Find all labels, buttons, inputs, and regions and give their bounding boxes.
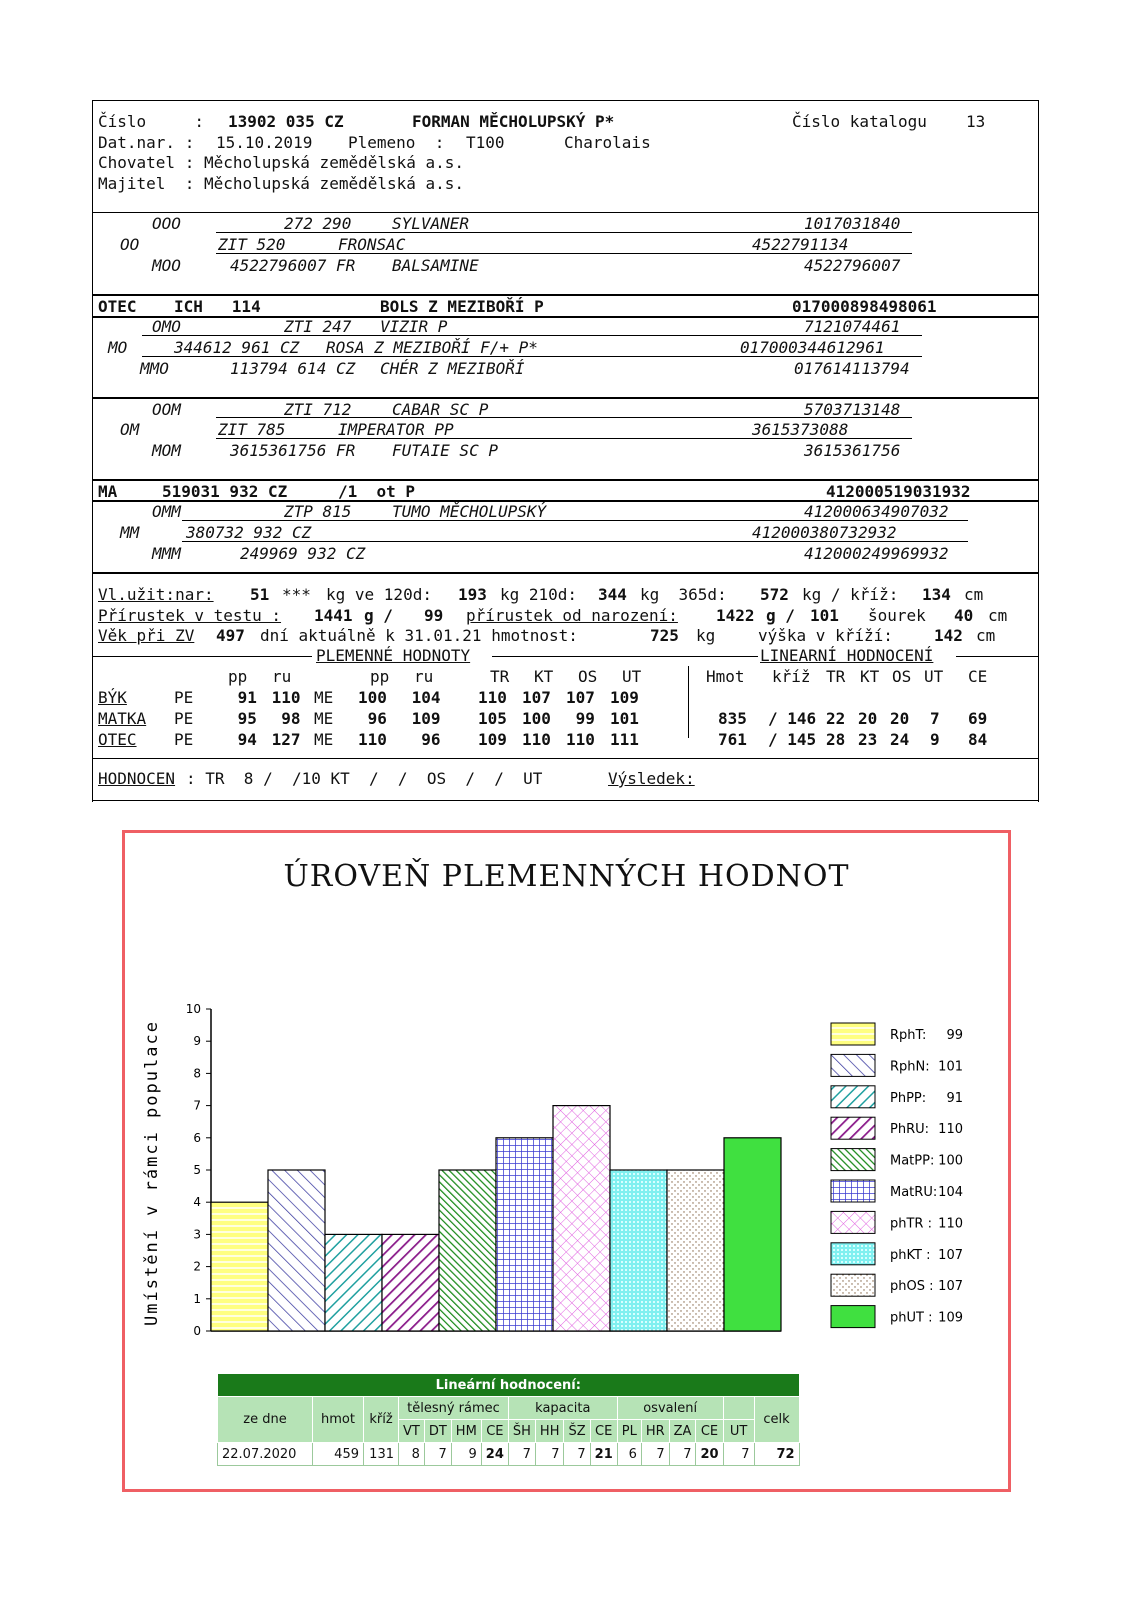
table-cell: 20 <box>696 1443 723 1466</box>
hmotnost-value: 725 <box>650 626 679 645</box>
kg-365-label: kg 365d: <box>640 585 727 604</box>
bv-pp: 91 <box>228 688 257 707</box>
underline <box>182 520 968 521</box>
bv-ru: 110 <box>262 688 301 707</box>
linear-title: LINEARNÍ HODNOCENÍ <box>760 646 934 665</box>
moo-reg: 4522796007 FR <box>230 256 356 275</box>
table-cell: 7 <box>641 1443 669 1466</box>
mm-code: MM <box>120 523 140 542</box>
th-sub: CE <box>696 1420 723 1443</box>
lin-col-os: OS <box>892 667 912 686</box>
sourek-value: 40 <box>954 606 974 625</box>
d210-value: 344 <box>598 585 627 604</box>
mmm-code: MMM <box>152 544 181 563</box>
chart-title: ÚROVEŇ PLEMENNÝCH HODNOT <box>283 859 850 894</box>
y-tick-label: 2 <box>193 1259 201 1274</box>
legend-value: 104 <box>938 1185 963 1200</box>
legend-label: RphN: <box>890 1059 930 1075</box>
legend-swatch <box>831 1086 875 1108</box>
omo-code: OMO <box>152 317 181 336</box>
section-line <box>692 656 758 657</box>
y-tick-label: 6 <box>193 1130 201 1145</box>
d365-value: 572 <box>760 585 789 604</box>
om-code: OM <box>120 420 140 439</box>
table-cell: 7 <box>669 1443 696 1466</box>
th-sub: ZA <box>669 1420 696 1443</box>
bv-me: ME <box>314 688 334 707</box>
bv-row-label: BÝK <box>98 688 127 707</box>
legend-value: 99 <box>946 1028 963 1043</box>
bar-matru <box>496 1138 553 1331</box>
bv-me: ME <box>314 709 334 728</box>
bv-lin-value: 20 <box>858 709 878 728</box>
om-name: IMPERATOR PP <box>338 420 454 439</box>
bv-tr: 109 <box>478 730 507 749</box>
hmotnost-unit: kg <box>696 626 716 645</box>
omo-id: 7121074461 <box>804 317 901 336</box>
legend-swatch <box>831 1274 875 1296</box>
table-cell: 7 <box>723 1443 754 1466</box>
oo-id: 4522791134 <box>752 235 849 254</box>
th-hmot: hmot <box>313 1397 364 1443</box>
sourek-label: šourek <box>868 606 926 625</box>
lin-col-kt: KT <box>860 667 880 686</box>
divider <box>92 397 1038 399</box>
legend-value: 100 <box>938 1153 963 1169</box>
otec-id: 017000898498061 <box>792 297 937 316</box>
legend-label: RphT: <box>890 1028 927 1043</box>
mom-code: MOM <box>152 441 181 460</box>
lin-col-ce: CE <box>968 667 988 686</box>
cislo-label: Číslo : <box>98 112 204 131</box>
bv-ru: 98 <box>262 709 301 728</box>
od-narozeni-rank: 101 <box>810 606 839 625</box>
vyska-unit: cm <box>976 626 996 645</box>
th-sub: DT <box>424 1420 451 1443</box>
mo-name: ROSA Z MEZIBOŘÍ F/+ P* <box>326 338 538 357</box>
bv-lin-value: 84 <box>968 730 988 749</box>
bv-pe: PE <box>174 730 194 749</box>
table-cell: 21 <box>590 1443 617 1466</box>
bv-lin-value: 7 <box>930 709 940 728</box>
legend-swatch <box>831 1149 875 1171</box>
bar-matpp <box>439 1170 496 1331</box>
datnar-value: 15.10.2019 <box>216 133 313 152</box>
catalog-document <box>92 100 1042 824</box>
th-sub: ŠH <box>508 1420 535 1443</box>
table-row <box>218 1443 800 1466</box>
th-sub: HR <box>641 1420 669 1443</box>
om-id: 3615373088 <box>752 420 849 439</box>
otec-line: ICH 114 <box>174 297 261 316</box>
lin-col-ut: UT <box>924 667 944 686</box>
bv-lin-value: 22 <box>826 709 846 728</box>
om-reg: ZIT 785 <box>218 420 286 439</box>
bv-pp: 95 <box>228 709 257 728</box>
bar-phtr <box>553 1106 610 1331</box>
underline <box>216 438 912 439</box>
y-tick-label: 4 <box>193 1195 201 1210</box>
majitel: Majitel : Měcholupská zemědělská a.s. <box>98 174 465 193</box>
legend-label: PhPP: <box>890 1090 927 1106</box>
prirustek-gunit: g / <box>364 606 393 625</box>
mmm-id: 412000249969932 <box>804 544 949 563</box>
legend-swatch <box>831 1180 875 1202</box>
legend-label: phTR : <box>890 1216 932 1232</box>
y-tick-label: 10 <box>185 1002 201 1016</box>
bar-phpp <box>325 1234 382 1331</box>
underline <box>142 356 922 357</box>
bottom-border <box>92 800 1038 801</box>
bar-chart <box>125 833 1008 1353</box>
y-tick-label: 9 <box>193 1034 201 1049</box>
legend-label: phUT : <box>890 1310 933 1326</box>
bv-ut: 111 <box>610 730 639 749</box>
chart-legend <box>831 1023 963 1328</box>
underline <box>142 335 922 336</box>
table-cell: 459 <box>313 1443 364 1466</box>
omm-name: TUMO MĚCHOLUPSKÝ <box>392 502 547 521</box>
table-title: Lineární hodnocení: <box>218 1374 800 1397</box>
prirustek-rank: 99 <box>424 606 444 625</box>
bar-phos <box>667 1170 724 1331</box>
col-pp: pp <box>228 667 248 686</box>
th-sub: VT <box>399 1420 425 1443</box>
table-cell: 7 <box>564 1443 590 1466</box>
moo-code: MOO <box>152 256 181 275</box>
legend-swatch <box>831 1306 875 1328</box>
underline <box>216 232 912 233</box>
section-line <box>92 656 312 657</box>
vysledek-label: Výsledek: <box>608 769 695 788</box>
th-osvaleni: osvalení <box>617 1397 723 1420</box>
th-ze-dne: ze dne <box>218 1397 313 1443</box>
vek-value: 497 <box>216 626 245 645</box>
table-cell: 72 <box>754 1443 799 1466</box>
legend-value: 101 <box>938 1059 963 1075</box>
dni-text: dní aktuálně k 31.01.21 hmotnost: <box>260 626 578 645</box>
th-ut: UT <box>723 1420 754 1443</box>
bv-mpp: 100 <box>358 688 387 707</box>
col-tr: TR <box>490 667 510 686</box>
legend-value: 107 <box>938 1279 963 1295</box>
table-cell: 7 <box>535 1443 564 1466</box>
th-ut-blank <box>723 1397 754 1420</box>
legend-swatch <box>831 1023 875 1045</box>
ma-id: 412000519031932 <box>826 482 971 501</box>
omo-name: VIZIR P <box>380 317 448 336</box>
legend-value: 110 <box>938 1216 963 1232</box>
th-sub: HH <box>535 1420 564 1443</box>
ma-name: /1 ot P <box>338 482 416 501</box>
mmo-code: MMO <box>140 359 169 378</box>
bv-lin-value: 761 <box>718 730 747 749</box>
bv-ut: 109 <box>610 688 639 707</box>
kriz-value: 134 <box>922 585 951 604</box>
legend-value: 91 <box>946 1090 963 1106</box>
divider <box>92 294 1038 296</box>
bv-mpp: 110 <box>358 730 387 749</box>
omm-code: OMM <box>152 502 181 521</box>
y-tick-label: 8 <box>193 1066 201 1081</box>
mmo-id: 017614113794 <box>794 359 910 378</box>
omm-id: 412000634907032 <box>804 502 949 521</box>
mmo-reg: 113794 614 CZ <box>230 359 356 378</box>
cislo-value: 13902 035 CZ <box>228 112 344 131</box>
col-ut: UT <box>622 667 642 686</box>
underline <box>216 417 912 418</box>
table-cell: 9 <box>451 1443 481 1466</box>
mm-id: 412000380732932 <box>752 523 897 542</box>
bv-os: 107 <box>566 688 595 707</box>
omo-reg: ZTI 247 <box>284 317 352 336</box>
divider <box>92 758 1038 759</box>
bv-lin-value: 24 <box>890 730 910 749</box>
prirustek-g: 1441 <box>314 606 353 625</box>
th-sub: CE <box>590 1420 617 1443</box>
ooo-id: 1017031840 <box>804 214 901 233</box>
lin-col-tr: TR <box>826 667 846 686</box>
legend-swatch <box>831 1054 875 1076</box>
bv-pe: PE <box>174 688 194 707</box>
vyska-label: výška v kříží: <box>758 626 893 645</box>
otec-code: OTEC <box>98 297 137 316</box>
od-narozeni-label: přírustek od narození: <box>466 606 678 625</box>
mmo-name: CHÉR Z MEZIBOŘÍ <box>380 359 525 378</box>
chart-panel <box>122 830 1011 1492</box>
th-kriz: kříž <box>364 1397 399 1443</box>
d120-value: 193 <box>458 585 487 604</box>
chart-bars <box>211 1106 781 1331</box>
katalog-label: Číslo katalogu <box>792 112 927 131</box>
mo-id: 017000344612961 <box>740 338 885 357</box>
bv-os: 99 <box>566 709 595 728</box>
plemeno-code: T100 <box>466 133 505 152</box>
oom-reg: ZTI 712 <box>284 400 352 419</box>
hodnocen-label: HODNOCEN <box>98 769 176 788</box>
bar-phkt <box>610 1170 667 1331</box>
y-tick-label: 1 <box>193 1291 201 1306</box>
col-kt: KT <box>534 667 554 686</box>
oo-reg: ZIT 520 <box>218 235 286 254</box>
col-ru: ru <box>272 667 292 686</box>
legend-label: PhRU: <box>890 1122 930 1138</box>
th-sub: ŠZ <box>564 1420 590 1443</box>
bar-rphn <box>268 1170 325 1331</box>
legend-value: 107 <box>938 1247 963 1263</box>
vl-label: Vl.užit:nar: <box>98 585 214 604</box>
od-narozeni-value: 1422 <box>716 606 755 625</box>
divider <box>92 572 1038 574</box>
prirustek-label: Přírustek v testu : <box>98 606 282 625</box>
lin-col-hmot: Hmot <box>706 667 745 686</box>
bv-pp: 94 <box>228 730 257 749</box>
bv-kt: 100 <box>522 709 551 728</box>
kg-210-label: kg 210d: <box>500 585 578 604</box>
table-cell: 7 <box>508 1443 535 1466</box>
cm-unit: cm <box>964 585 984 604</box>
bv-mru: 104 <box>402 688 441 707</box>
bv-lin-value: 28 <box>826 730 846 749</box>
bv-lin-value: / 146 <box>768 709 817 728</box>
bv-kt: 110 <box>522 730 551 749</box>
legend-value: 110 <box>938 1122 963 1138</box>
y-tick-label: 7 <box>193 1098 201 1113</box>
omm-reg: ZTP 815 <box>284 502 352 521</box>
legend-label: phKT : <box>890 1247 931 1263</box>
hodnocen-text: : TR 8 / /10 KT / / OS / / UT <box>186 769 543 788</box>
bv-os: 110 <box>566 730 595 749</box>
bv-ru: 127 <box>262 730 301 749</box>
legend-swatch <box>831 1117 875 1139</box>
bv-lin-value: 9 <box>930 730 940 749</box>
mo-code: MO <box>108 338 128 357</box>
oo-name: FRONSAC <box>338 235 406 254</box>
bv-mru: 96 <box>402 730 441 749</box>
y-tick-label: 0 <box>193 1324 201 1338</box>
right-border <box>1038 100 1039 802</box>
bv-mru: 109 <box>402 709 441 728</box>
plemeno-name: Charolais <box>564 133 651 152</box>
bar-phut <box>724 1138 781 1331</box>
bv-kt: 107 <box>522 688 551 707</box>
ooo-code: OOO <box>152 214 181 233</box>
underline <box>182 541 968 542</box>
table-cell: 6 <box>617 1443 641 1466</box>
katalog-value: 13 <box>966 112 986 131</box>
lin-col-kriz: kříž <box>772 667 811 686</box>
col-mpp: pp <box>370 667 390 686</box>
divider <box>92 212 1038 213</box>
otec-name: BOLS Z MEZIBOŘÍ P <box>380 297 544 316</box>
col-os: OS <box>578 667 598 686</box>
bv-mpp: 96 <box>358 709 387 728</box>
legend-label: MatPP: <box>890 1153 935 1169</box>
y-tick-label: 5 <box>193 1163 201 1177</box>
mm-reg: 380732 932 CZ <box>186 523 312 542</box>
table-cell: 22.07.2020 <box>218 1443 313 1466</box>
table-cell: 24 <box>481 1443 508 1466</box>
kg-ve-label: kg ve 120d: <box>326 585 432 604</box>
col-mru: ru <box>414 667 434 686</box>
vyska-value: 142 <box>934 626 963 645</box>
th-sub: PL <box>617 1420 641 1443</box>
moo-name: BALSAMINE <box>392 256 479 275</box>
column-separator <box>688 666 689 738</box>
moo-id: 4522796007 <box>804 256 901 275</box>
sourek-unit: cm <box>988 606 1008 625</box>
oom-name: CABAR SC P <box>392 400 489 419</box>
legend-label: MatRU: <box>890 1185 938 1200</box>
chovatel: Chovatel : Měcholupská zemědělská a.s. <box>98 153 465 172</box>
legend-swatch <box>831 1243 875 1265</box>
nar-value: 51 <box>250 585 270 604</box>
bv-lin-value: 23 <box>858 730 878 749</box>
table-cell: 7 <box>424 1443 451 1466</box>
bv-lin-value: 835 <box>718 709 747 728</box>
kg-kriz-label: kg / kříž: <box>802 585 899 604</box>
od-narozeni-gunit: g / <box>766 606 795 625</box>
underline <box>216 253 912 254</box>
th-telesny-ramec: tělesný rámec <box>399 1397 509 1420</box>
bv-row-label: MATKA <box>98 709 147 728</box>
bv-lin-value: / 145 <box>768 730 817 749</box>
ma-code: MA <box>98 482 118 501</box>
bv-row-label: OTEC <box>98 730 137 749</box>
mom-id: 3615361756 <box>804 441 901 460</box>
mom-reg: 3615361756 FR <box>230 441 356 460</box>
y-axis-label: Umístění v rámci populace <box>142 1020 162 1326</box>
ooo-name: SYLVANER <box>392 214 470 233</box>
oo-code: OO <box>120 235 140 254</box>
section-line <box>956 656 1038 657</box>
mo-reg: 344612 961 CZ <box>174 338 300 357</box>
stars: *** <box>282 585 311 604</box>
th-sub: HM <box>451 1420 481 1443</box>
bv-tr: 110 <box>478 688 507 707</box>
table-cell: 8 <box>399 1443 425 1466</box>
bv-me: ME <box>314 730 334 749</box>
linear-evaluation-table <box>217 1373 800 1466</box>
bv-pe: PE <box>174 709 194 728</box>
bv-ut: 101 <box>610 709 639 728</box>
legend-swatch <box>831 1211 875 1233</box>
bv-lin-value: 20 <box>890 709 910 728</box>
vek-label: Věk při ZV <box>98 626 195 645</box>
mmm-reg: 249969 932 CZ <box>240 544 366 563</box>
oom-id: 5703713148 <box>804 400 901 419</box>
animal-name: FORMAN MĚCHOLUPSKÝ P* <box>412 112 615 131</box>
mom-name: FUTAIE SC P <box>392 441 498 460</box>
top-border <box>92 100 1038 101</box>
bar-phru <box>382 1234 439 1331</box>
legend-value: 109 <box>938 1310 963 1326</box>
th-kapacita: kapacita <box>508 1397 617 1420</box>
divider <box>92 479 1038 481</box>
th-celk: celk <box>754 1397 799 1443</box>
left-border <box>92 100 93 802</box>
table-cell: 131 <box>364 1443 399 1466</box>
plemeno-label: Plemeno : <box>348 133 445 152</box>
bv-tr: 105 <box>478 709 507 728</box>
legend-label: phOS : <box>890 1279 934 1295</box>
oom-code: OOM <box>152 400 181 419</box>
datnar-label: Dat.nar. : <box>98 133 195 152</box>
y-tick-label: 3 <box>193 1227 201 1242</box>
bar-rpht <box>211 1202 268 1331</box>
plemenne-hodnoty-title: PLEMENNÉ HODNOTY <box>316 646 471 665</box>
bv-lin-value: 69 <box>968 709 988 728</box>
ooo-reg: 272 290 <box>284 214 352 233</box>
ma-reg: 519031 932 CZ <box>162 482 288 501</box>
th-sub: CE <box>481 1420 508 1443</box>
